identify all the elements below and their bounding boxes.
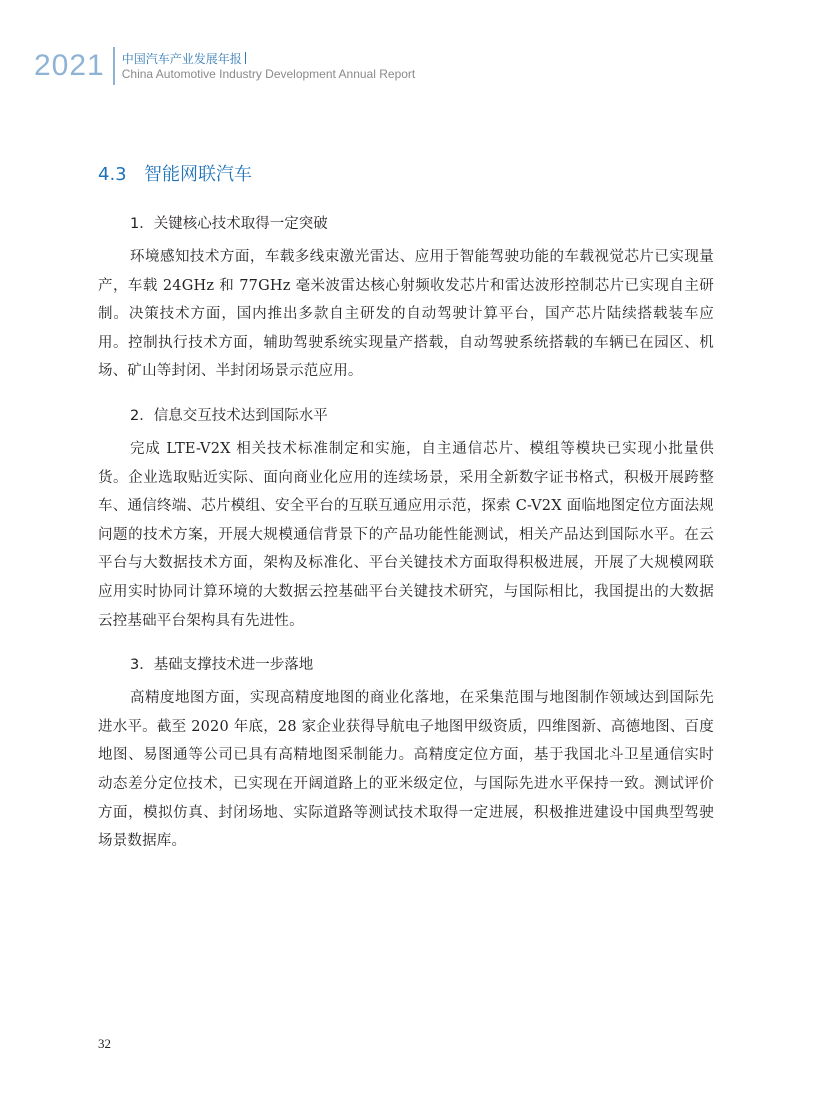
subsection-paragraph-1: 环境感知技术方面，车载多线束激光雷达、应用于智能驾驶功能的车载视觉芯片已实现量产，车载 24GHz 和 77GHz 毫米波雷达核心射频收发芯片和雷达波形控制芯片已实现自主研制。决策技术方面，国内推出多款自主研发的自动驾驶计算平台，国产芯片陆续搭载装车应用。控制执行技术方面，辅助驾驶系统实现量产搭载，自动驾驶系统搭载的车辆已在园区、机场、矿山等封闭、半封闭场景示范应用。 xyxy=(98,249,714,380)
page-body xyxy=(98,158,714,874)
subsection-heading-1: 1．关键核心技术取得一定突破 xyxy=(130,216,328,232)
header-title-chinese-text: 中国汽车产业发展年报 xyxy=(121,51,242,66)
header-title-english: China Automotive Industry Development Annual Report xyxy=(121,66,416,81)
header-year: 2021 xyxy=(34,49,105,82)
section-title: 智能网联汽车 xyxy=(144,164,252,185)
running-header xyxy=(34,44,415,88)
header-title-bar xyxy=(245,52,246,64)
subsection-heading-3: 3．基础支撑技术进一步落地 xyxy=(130,657,314,674)
subsection-heading-2: 2．信息交互技术达到国际水平 xyxy=(130,407,328,424)
header-divider xyxy=(113,47,115,85)
subsection-paragraph-3: 高精度地图方面，实现高精度地图的商业化落地，在采集范围与地图制作领域达到国际先进水平。截至 2020 年底，28 家企业获得导航电子地图甲级资质，四维图新、高德地图、百度地图、易图通等公司已具有高精地图采制能力。高精度定位方面，基于我国北斗卫星通信实时动态差分定位技术，已实现在开阔道路上的亚米级定位，与国际先进水平保持一致。测试评价方面，模拟仿真、封闭场地、实际道路等测试技术取得一定进展，积极推进建设中国典型驾驶场景数据库。 xyxy=(98,690,714,850)
subsection-paragraph-2: 完成 LTE-V2X 相关技术标准制定和实施，自主通信芯片、模组等模块已实现小批量供货。企业选取贴近实际、面向商业化应用的连续场景，采用全新数字证书格式，积极开展跨整车、通信终端、芯片模组、安全平台的互联互通应用示范，探索 C-V2X 面临地图定位方面法规问题的技术方案，开展大规模通信背景下的产品功能性能测试，相关产品达到国际水平。在云平台与大数据技术方面，架构及标准化、平台关键技术方面取得积极进展，开展了大规模网联应用实时协同计算环境的大数据云控基础平台关键技术研究，与国际相比，我国提出的大数据云控基础平台架构具有先进性。 xyxy=(98,440,714,629)
section-heading xyxy=(98,158,714,192)
header-title-chinese xyxy=(122,51,416,67)
section-number: 4.3 xyxy=(98,164,127,185)
header-titles xyxy=(122,51,416,82)
page-number: 32 xyxy=(98,1036,111,1051)
